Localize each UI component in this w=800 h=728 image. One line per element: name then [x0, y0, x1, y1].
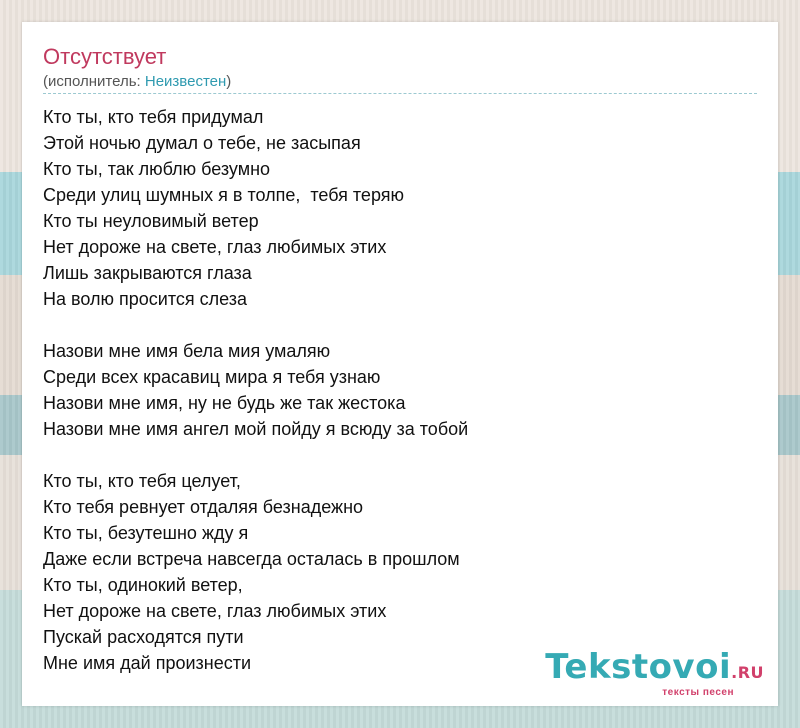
lyric-line	[43, 312, 468, 338]
lyric-line: Кто ты, кто тебя целует,	[43, 471, 241, 491]
lyric-line: Пускай расходятся пути	[43, 627, 244, 647]
site-logo[interactable]	[545, 649, 764, 698]
artist-link[interactable]: Неизвестен	[144, 73, 227, 90]
lyric-line: Этой ночью думал о тебе, не засыпая	[43, 133, 361, 153]
lyric-line: Кто ты, безутешно жду я	[43, 523, 249, 543]
lyric-line: Среди улиц шумных я в толпе, тебя теряю	[43, 185, 405, 205]
lyric-line: Мне имя дай произнести	[43, 653, 252, 673]
artist-line	[43, 73, 231, 91]
title-divider	[43, 93, 757, 94]
logo-word: Tekstovoi	[545, 647, 732, 687]
lyric-line: Назови мне имя ангел мой пойду я всюду за тобой	[43, 419, 469, 439]
lyrics-card	[22, 22, 778, 706]
lyric-line: Кто ты, одинокий ветер,	[43, 575, 243, 595]
lyric-line	[43, 442, 468, 468]
artist-suffix: )	[226, 73, 232, 90]
lyric-line: Кто ты, так люблю безумно	[43, 159, 271, 179]
lyric-line: Назови мне имя, ну не будь же так жестока	[43, 393, 406, 413]
artist-prefix: (исполнитель:	[43, 73, 145, 90]
lyric-line: Нет дороже на свете, глаз любимых этих	[43, 601, 387, 621]
lyric-line: Даже если встреча навсегда осталась в прошлом	[43, 549, 460, 569]
lyric-line: Кто ты неуловимый ветер	[43, 211, 259, 231]
logo-wordmark	[545, 649, 764, 691]
lyric-line: Лишь закрываются глаза	[43, 263, 252, 283]
song-title: Отсутствует	[43, 44, 167, 69]
logo-tld: .RU	[731, 663, 764, 682]
lyric-line: Кто тебя ревнует отдаляя безнадежно	[43, 497, 364, 517]
lyric-line: Кто ты, кто тебя придумал	[43, 107, 264, 127]
lyric-line: На волю просится слеза	[43, 289, 247, 309]
logo-tagline: тексты песен	[662, 687, 734, 698]
lyric-line: Нет дороже на свете, глаз любимых этих	[43, 237, 387, 257]
lyric-line: Среди всех красавиц мира я тебя узнаю	[43, 367, 381, 387]
lyrics-text	[43, 104, 468, 676]
lyric-line: Назови мне имя бела мия умаляю	[43, 341, 331, 361]
